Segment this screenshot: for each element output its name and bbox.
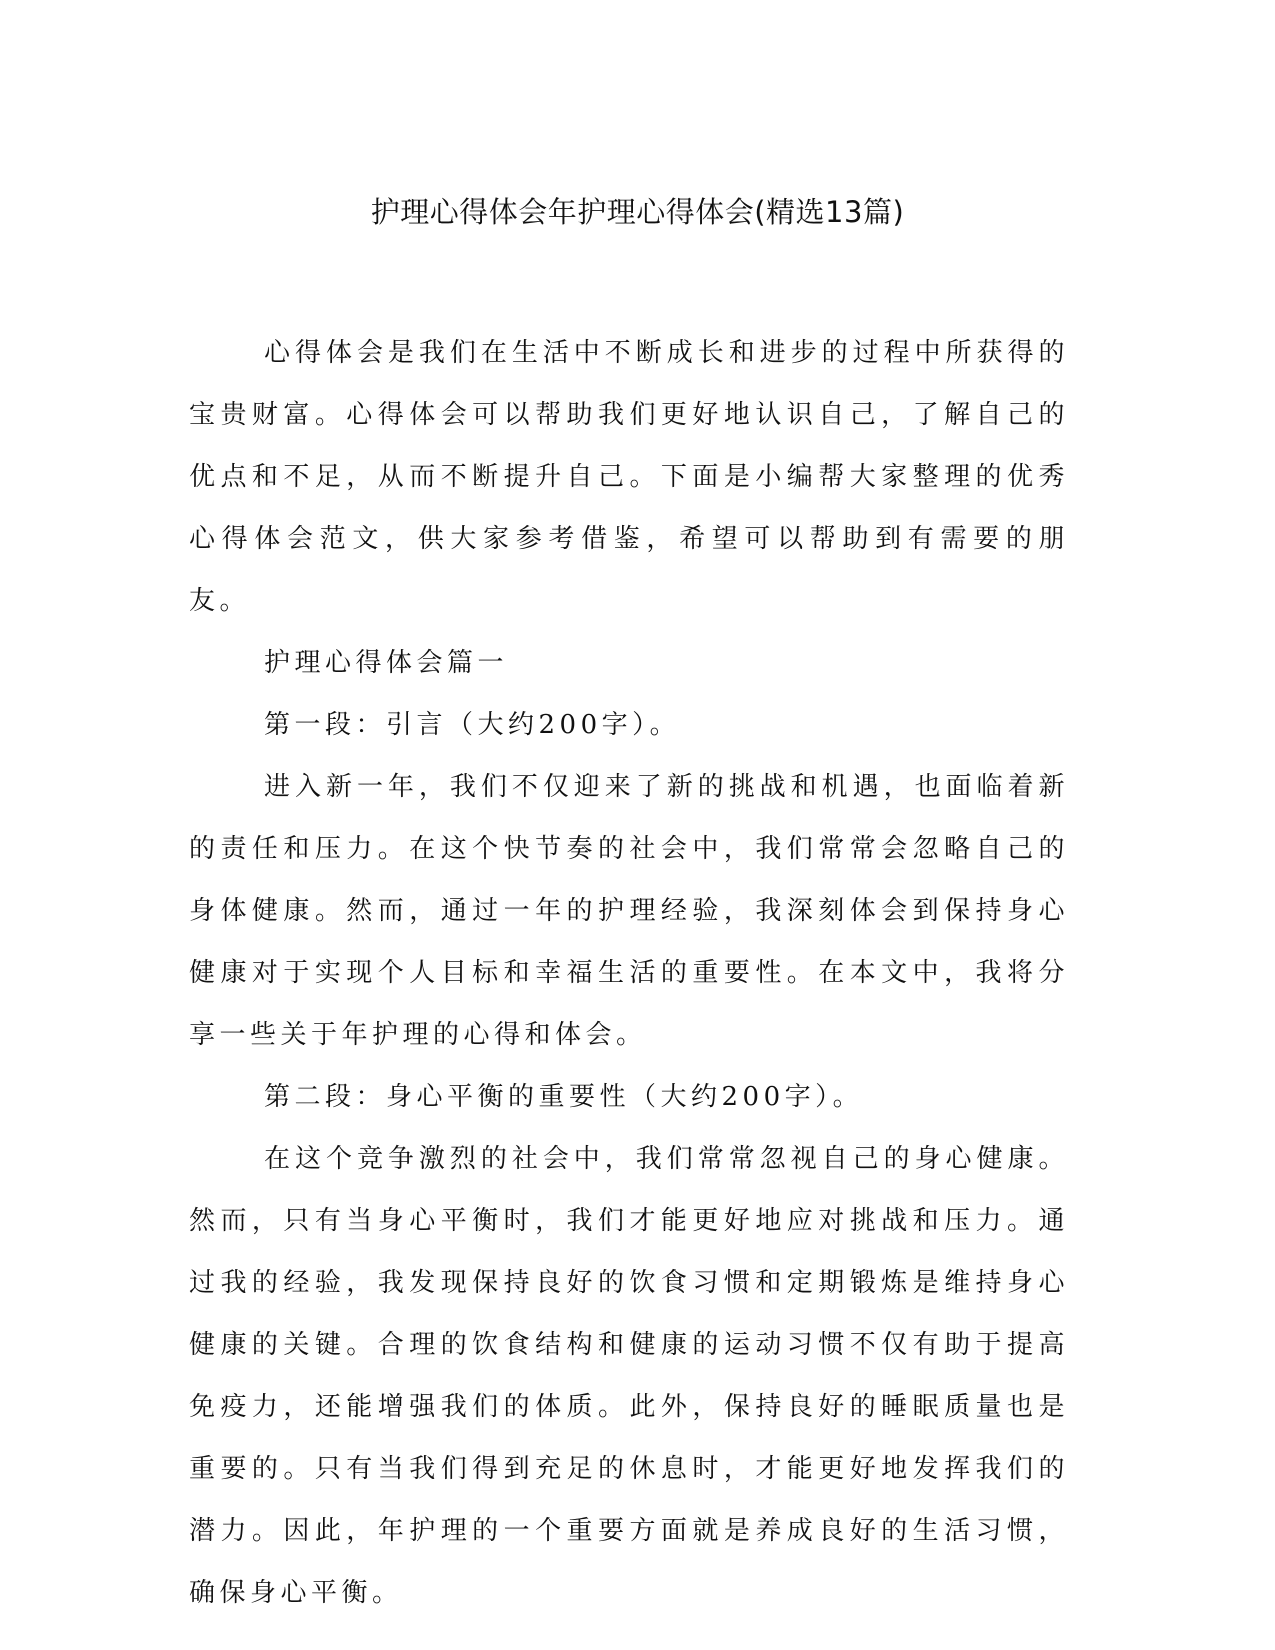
body-paragraph-2: 在这个竞争激烈的社会中，我们常常忽视自己的身心健康。然而，只有当身心平衡时，我们才能更好地应对挑战和压力。通过我的经验，我发现保持良好的饮食习惯和定期锻炼是维持身心健康的关键。合理的饮食结构和健康的运动习惯不仅有助于提高免疫力，还能增强我们的体质。此外，保持良好的睡眠质量也是重要的。只有当我们得到充足的休息时，才能更好地发挥我们的潜力。因此，年护理的一个重要方面就是养成良好的生活习惯，确保身心平衡。: [189, 1144, 1069, 1608]
subsection-heading-1: 第一段：引言（大约200字）。: [264, 710, 681, 740]
document-title: 护理心得体会年护理心得体会(精选13篇): [370, 195, 905, 229]
intro-paragraph: 心得体会是我们在生活中不断成长和进步的过程中所获得的宝贵财富。心得体会可以帮助我们更好地认识自己，了解自己的优点和不足，从而不断提升自己。下面是小编帮大家整理的优秀心得体会范文，供大家参考借鉴，希望可以帮助到有需要的朋友。: [189, 338, 1069, 616]
body-paragraph-1: 进入新一年，我们不仅迎来了新的挑战和机遇，也面临着新的责任和压力。在这个快节奏的社会中，我们常常会忽略自己的身体健康。然而，通过一年的护理经验，我深刻体会到保持身心健康对于实现个人目标和幸福生活的重要性。在本文中，我将分享一些关于年护理的心得和体会。: [189, 772, 1069, 1050]
section-heading: 护理心得体会篇一: [264, 648, 509, 678]
document-body: [189, 322, 1069, 1624]
subsection-heading-2: 第二段：身心平衡的重要性（大约200字）。: [264, 1082, 864, 1112]
